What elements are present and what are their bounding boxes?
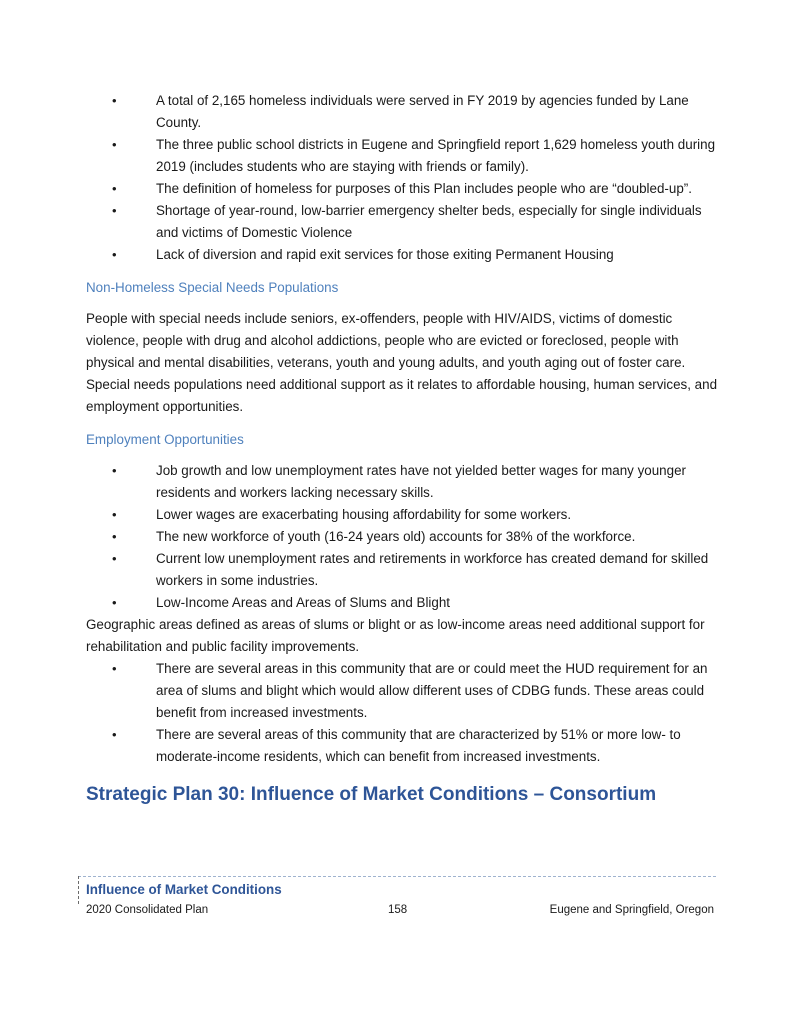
list-item: • The three public school districts in Eugene and Springfield report 1,629 homeless youth during 2019 (includes students who are staying with friends or family). [86, 134, 718, 178]
list-item: • There are several areas in this community that are or could meet the HUD requirement for an area of slums and blight which would allow different uses of CDBG funds. These areas could benefit from increased investments. [86, 658, 718, 724]
footer-location: Eugene and Springfield, Oregon [549, 904, 714, 916]
non-homeless-heading: Non-Homeless Special Needs Populations [86, 280, 339, 295]
bullet-icon: • [112, 661, 117, 676]
list-item: • Low-Income Areas and Areas of Slums and Blight [86, 592, 718, 614]
bullet-icon: • [112, 247, 117, 262]
subsection-title: Influence of Market Conditions [86, 882, 282, 897]
bullet-icon: • [112, 727, 117, 742]
list-item: • Current low unemployment rates and retirements in workforce has created demand for skilled workers in some industries. [86, 548, 718, 592]
bullet-icon: • [112, 137, 117, 152]
bullet-icon: • [112, 181, 117, 196]
list-item: • Shortage of year-round, low-barrier emergency shelter beds, especially for single individuals and victims of Domestic Violence [86, 200, 718, 244]
list-item: • Lack of diversion and rapid exit services for those exiting Permanent Housing [86, 244, 718, 266]
footer-page-number: 158 [388, 904, 408, 916]
non-homeless-paragraph: People with special needs include seniors, ex-offenders, people with HIV/AIDS, victims of domestic violence, people with drug and alcohol addictions, people who are evicted or foreclosed, people with physical and mental disabilities, veterans, youth and young adults, and youth aging out of foster care. Special needs populations need additional support as it relates to affordable housing, human services, and employment opportunities. [86, 311, 718, 414]
bullet-icon: • [112, 529, 117, 544]
footer-document-title: 2020 Consolidated Plan [86, 904, 209, 916]
list-item: • The new workforce of youth (16-24 years old) accounts for 38% of the workforce. [86, 526, 718, 548]
list-item: • The definition of homeless for purposes of this Plan includes people who are “doubled-up”. [86, 178, 718, 200]
list-item: • There are several areas of this community that are characterized by 51% or more low- to moderate-income residents, which can benefit from increased investments. [86, 724, 718, 768]
bullet-icon: • [112, 93, 117, 108]
divider [78, 876, 716, 877]
bullet-icon: • [112, 551, 117, 566]
section-title: Strategic Plan 30: Influence of Market Conditions – Consortium [86, 784, 657, 805]
homeless-bullet-list [86, 90, 718, 266]
list-item: • Lower wages are exacerbating housing affordability for some workers. [86, 504, 718, 526]
employment-bullet-list [86, 460, 718, 614]
page-content [86, 90, 718, 808]
bullet-icon: • [112, 463, 117, 478]
divider-marker [78, 876, 79, 904]
bullet-icon: • [112, 507, 117, 522]
employment-heading: Employment Opportunities [86, 432, 244, 447]
list-item: • A total of 2,165 homeless individuals were served in FY 2019 by agencies funded by Lane County. [86, 90, 718, 134]
bullet-icon: • [112, 595, 117, 610]
bullet-icon: • [112, 203, 117, 218]
geographic-bullet-list [86, 658, 718, 768]
geographic-paragraph: Geographic areas defined as areas of slums or blight or as low-income areas need additional support for rehabilitation and public facility improvements. [86, 617, 705, 654]
list-item: • Job growth and low unemployment rates have not yielded better wages for many younger residents and workers lacking necessary skills. [86, 460, 718, 504]
